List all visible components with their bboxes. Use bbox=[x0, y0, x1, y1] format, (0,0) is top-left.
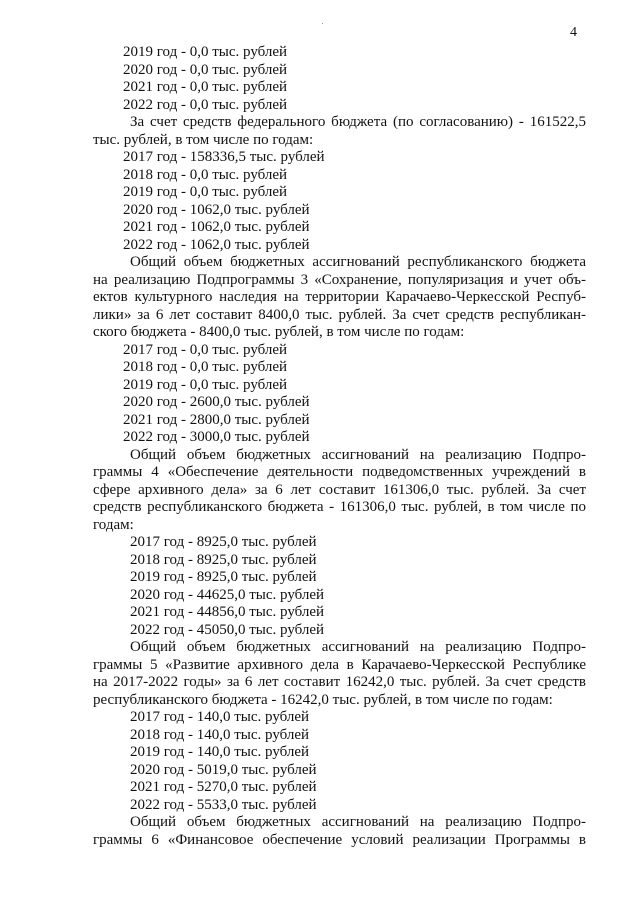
paragraph-line: ского бюджета - 8400,0 тыс. рублей, в том числе по годам: bbox=[93, 324, 465, 340]
year-line: 2020 год - 5019,0 тыс. рублей bbox=[130, 761, 317, 778]
paragraph-line: республиканского бюджета - 16242,0 тыс. рублей, в том числе по годам: bbox=[93, 691, 553, 708]
year-line: 2017 год - 158336,5 тыс. рублей bbox=[123, 149, 325, 165]
year-line: 2022 год - 45050,0 тыс. рублей bbox=[130, 621, 325, 638]
paragraph-line: сфере архивного дела» за 6 лет составит 161306,0 тыс. рублей. За счет bbox=[93, 481, 586, 498]
paragraph-line: на 2017-2022 годы» за 6 лет составит 16242,0 тыс. рублей. За счет средств bbox=[93, 674, 586, 690]
year-line: 2022 год - 5533,0 тыс. рублей bbox=[130, 796, 317, 813]
year-line: 2021 год - 44856,0 тыс. рублей bbox=[130, 604, 325, 620]
paragraph-line: Общий объем бюджетных ассигнований республиканского бюджета bbox=[130, 254, 586, 270]
paragraph-line: За счет средств федерального бюджета (по согласованию) - 161522,5 bbox=[130, 114, 586, 130]
document-body bbox=[93, 44, 586, 849]
year-line: 2019 год - 0,0 тыс. рублей bbox=[123, 44, 288, 60]
paragraph-line: Общий объем бюджетных ассигнований на реализацию Подпро- bbox=[130, 446, 586, 463]
year-line: 2019 год - 8925,0 тыс. рублей bbox=[130, 569, 317, 585]
year-line: 2021 год - 0,0 тыс. рублей bbox=[123, 79, 288, 95]
paragraph-line: ектов культурного наследия на территории Карачаево-Черкесской Респуб- bbox=[93, 289, 586, 305]
paragraph-line: годам: bbox=[93, 516, 134, 533]
year-line: 2019 год - 0,0 тыс. рублей bbox=[123, 376, 288, 393]
year-line: 2019 год - 140,0 тыс. рублей bbox=[130, 744, 310, 760]
year-line: 2020 год - 44625,0 тыс. рублей bbox=[130, 586, 325, 603]
year-line: 2022 год - 0,0 тыс. рублей bbox=[123, 96, 288, 113]
paragraph-line: граммы 4 «Обеспечение деятельности подведомственных учреждений в bbox=[93, 464, 586, 480]
paragraph-line: граммы 6 «Финансовое обеспечение условий реализации Программы в bbox=[93, 831, 586, 848]
year-line: 2021 год - 1062,0 тыс. рублей bbox=[123, 219, 310, 235]
year-line: 2017 год - 140,0 тыс. рублей bbox=[130, 709, 310, 725]
paragraph-line: граммы 5 «Развитие архивного дела в Карачаево-Черкесской Республике bbox=[93, 656, 586, 673]
year-line: 2021 год - 2800,0 тыс. рублей bbox=[123, 411, 310, 428]
paragraph-line: средств республиканского бюджета - 161306,0 тыс. рублей, в том числе по bbox=[93, 499, 586, 515]
year-line: 2020 год - 1062,0 тыс. рублей bbox=[123, 201, 310, 218]
year-line: 2018 год - 8925,0 тыс. рублей bbox=[130, 551, 317, 568]
year-line: 2018 год - 140,0 тыс. рублей bbox=[130, 726, 310, 743]
year-line: 2020 год - 0,0 тыс. рублей bbox=[123, 61, 288, 78]
paragraph-line: Общий объем бюджетных ассигнований на реализацию Подпро- bbox=[130, 639, 586, 655]
paragraph-line: на реализацию Подпрограммы 3 «Сохранение, популяризация и учет объ- bbox=[93, 271, 586, 288]
year-line: 2022 год - 3000,0 тыс. рублей bbox=[123, 429, 310, 445]
year-line: 2019 год - 0,0 тыс. рублей bbox=[123, 184, 288, 200]
year-line: 2017 год - 0,0 тыс. рублей bbox=[123, 341, 288, 358]
scan-speck bbox=[322, 23, 323, 24]
page-number: 4 bbox=[570, 25, 577, 40]
year-line: 2022 год - 1062,0 тыс. рублей bbox=[123, 236, 310, 253]
year-line: 2020 год - 2600,0 тыс. рублей bbox=[123, 394, 310, 410]
year-line: 2018 год - 0,0 тыс. рублей bbox=[123, 359, 288, 375]
paragraph-line: лики» за 6 лет составит 8400,0 тыс. рублей. За счет средств республикан- bbox=[93, 306, 586, 323]
year-line: 2021 год - 5270,0 тыс. рублей bbox=[130, 779, 317, 795]
year-line: 2017 год - 8925,0 тыс. рублей bbox=[130, 534, 317, 550]
paragraph-line: тыс. рублей, в том числе по годам: bbox=[93, 131, 314, 148]
paragraph-line: Общий объем бюджетных ассигнований на реализацию Подпро- bbox=[130, 814, 586, 830]
year-line: 2018 год - 0,0 тыс. рублей bbox=[123, 166, 288, 183]
